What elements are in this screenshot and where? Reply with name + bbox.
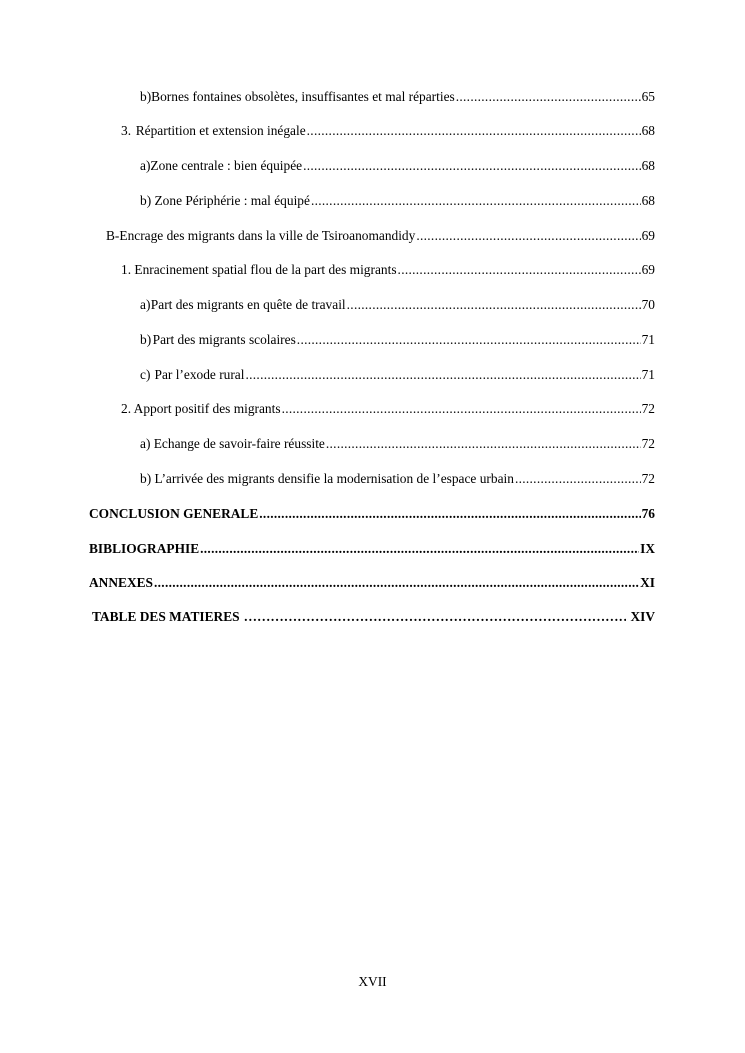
toc-entry-label: b) Zone Périphérie : mal équipé [140,193,310,208]
toc-entry-marker: 3. [121,123,132,138]
toc-entry [92,608,655,626]
toc-entry-page: 68 [641,193,655,208]
dot-leader [398,261,641,279]
dot-leader [347,296,641,314]
toc-entry [89,574,655,592]
dot-leader [282,400,641,418]
toc-entry-label: Part des migrants scolaires [152,332,296,347]
toc-entry-label: CONCLUSION GENERALE [89,506,259,521]
toc-entry [140,435,655,453]
toc-entry-page: 68 [641,123,655,138]
toc-entry-label: ANNEXES [89,575,153,590]
dot-leader [456,88,641,106]
toc-entry [89,540,655,558]
toc-entry [140,470,655,488]
toc-entry [106,227,655,245]
toc-entry [121,400,655,418]
toc-entry-label: BIBLIOGRAPHIE [89,541,200,556]
toc-entry-label: b) L’arrivée des migrants densifie la modernisation de l’espace urbain [140,471,514,486]
toc-entry-marker: b) [140,332,152,347]
toc-entry-page: 69 [641,262,655,277]
dot-leader [154,574,639,592]
toc-entry-page: 69 [641,228,655,243]
dot-leader [259,505,640,523]
dot-leader [416,227,640,245]
dot-leader [200,540,639,558]
toc-entry-page: 72 [641,401,655,416]
toc-entry-label: TABLE DES MATIERES [92,609,240,624]
toc-entry-page: 72 [641,471,655,486]
toc-entry [140,296,655,314]
toc-entry [140,366,655,384]
toc-entry-page: 72 [641,436,655,451]
toc-entry-page: 65 [641,89,655,104]
dot-leader [307,122,641,140]
toc-entry [140,192,655,210]
toc-entry [140,88,655,106]
toc-entry [121,261,655,279]
toc-entry-label: Répartition et extension inégale [135,123,306,138]
toc-entry-page: 68 [641,158,655,173]
toc-entry-label: a)Zone centrale : bien équipée [140,158,303,173]
toc-entry [89,505,655,523]
toc-entry-label: 2. Apport positif des migrants [121,401,281,416]
dot-leader [303,157,641,175]
page-number: XVII [358,974,387,989]
toc-entry-page: 71 [641,367,655,382]
toc-entry-page: XIV [630,609,655,624]
toc-entry-page: 76 [641,506,655,521]
toc-entry-label: Par l’exode rural [154,367,245,382]
toc-entry-label: Part des migrants en quête de travail [150,297,346,312]
dot-leader [326,435,641,453]
toc-entry-label: Bornes fontaines obsolètes, insuffisantes et mal réparties [151,89,455,104]
toc-entry-page: IX [640,541,655,556]
dot-leader [244,608,627,626]
dot-leader [297,331,641,349]
dot-leader [515,470,641,488]
toc-entry-page: 70 [641,297,655,312]
toc-entry [121,122,655,140]
toc-entry-page: 71 [641,332,655,347]
dot-leader [311,192,641,210]
toc-entry-page: XI [640,575,655,590]
dot-leader [245,366,640,384]
toc-entry-marker: a) [140,297,151,312]
toc-entry-label: a) Echange de savoir-faire réussite [140,436,325,451]
toc-entry [140,331,655,349]
toc-entry-marker: c) [140,367,151,382]
toc-entry-label: B-Encrage des migrants dans la ville de Tsiroanomandidy [106,228,416,243]
toc-entry-label: 1. Enracinement spatial flou de la part des migrants [121,262,397,277]
toc-entry-marker: b) [140,89,152,104]
toc-entry [140,157,655,175]
